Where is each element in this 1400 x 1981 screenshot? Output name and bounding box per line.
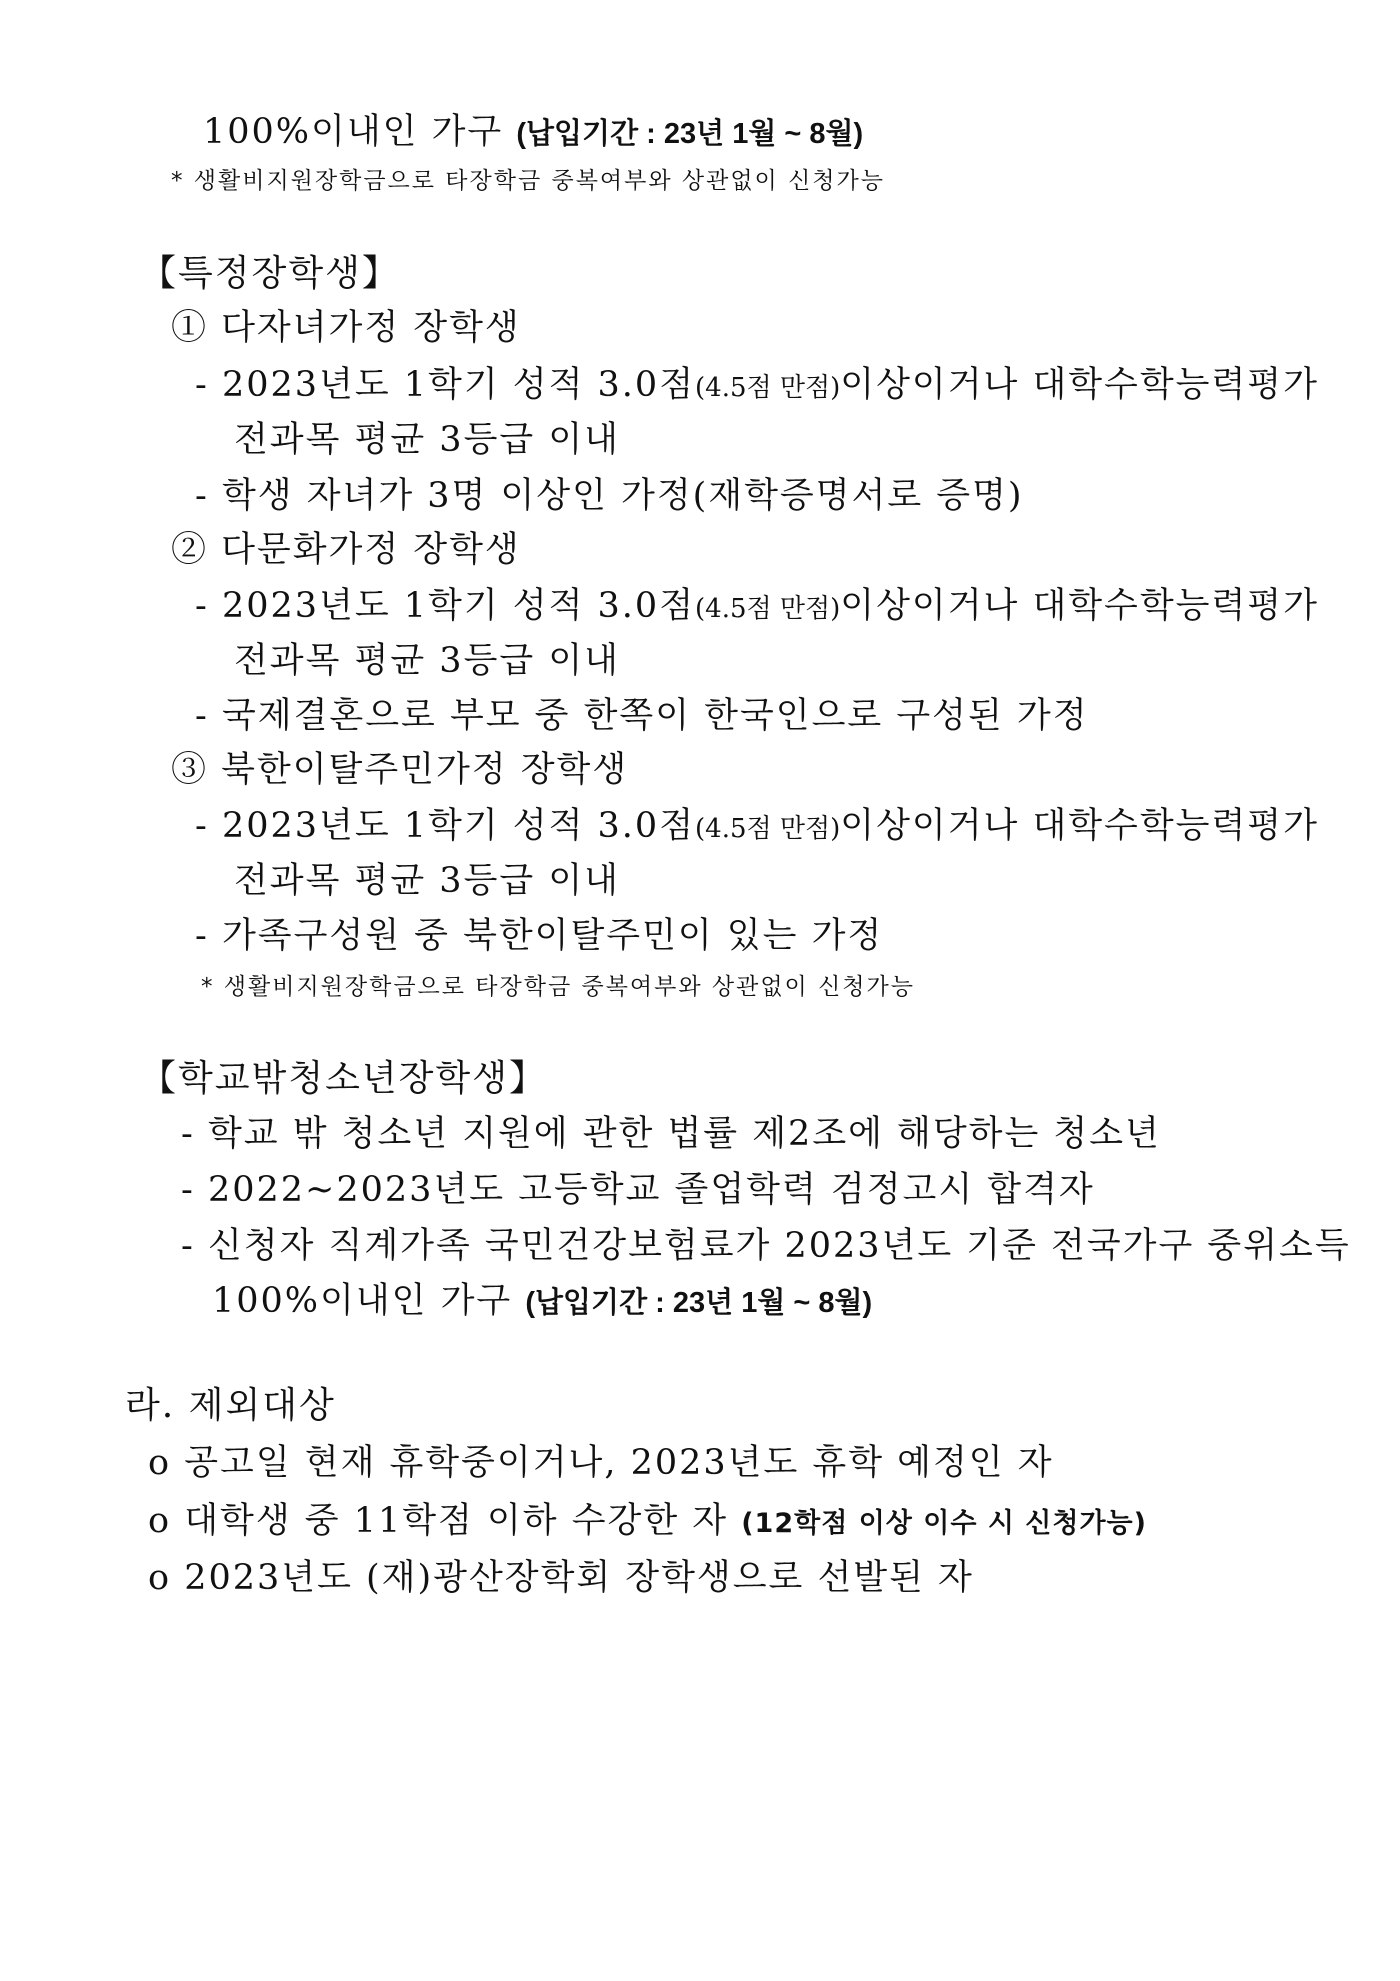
outofschool-income-cont: 100%이내인 가구 (납입기간 : 23년 1월 ~ 8월): [212, 1281, 873, 1321]
item-condition-grade-cont: 전과목 평균 3등급 이내: [234, 641, 620, 681]
outofschool-condition-income: - 신청자 직계가족 국민건강보험료가 2023년도 기준 전국가구 중위소득: [181, 1226, 1351, 1266]
item-title-multichild: ① 다자녀가정 장학생: [171, 308, 521, 348]
item-title-northkorean: ③ 북한이탈주민가정 장학생: [171, 750, 629, 790]
exclusion-item-selected: o 2023년도 (재)광산장학회 장학생으로 선발된 자: [148, 1558, 974, 1598]
item-condition-grade: - 2023년도 1학기 성적 3.0점(4.5점 만점)이상이거나 대학수학능력평가: [195, 586, 1319, 626]
exclusion-item-credits: o 대학생 중 11학점 이하 수강한 자 (12학점 이상 이수 시 신청가능): [148, 1501, 1147, 1541]
section-heading-special: 【특정장학생】: [140, 253, 400, 294]
item-condition-grade-cont: 전과목 평균 3등급 이내: [234, 420, 620, 460]
item-condition-family: - 학생 자녀가 3명 이상인 가정(재학증명서로 증명): [195, 476, 1024, 516]
income-criteria-line: [203, 104, 863, 154]
item-condition-family: - 가족구성원 중 북한이탈주민이 있는 가정: [195, 916, 884, 956]
item-condition-grade: - 2023년도 1학기 성적 3.0점(4.5점 만점)이상이거나 대학수학능력평가: [195, 365, 1319, 405]
item-title-multicultural: ② 다문화가정 장학생: [171, 530, 521, 570]
note-line: * 생활비지원장학금으로 타장학금 중복여부와 상관없이 신청가능: [201, 974, 915, 1000]
outofschool-condition-law: - 학교 밖 청소년 지원에 관한 법률 제2조에 해당하는 청소년: [181, 1114, 1161, 1154]
note-line: * 생활비지원장학금으로 타장학금 중복여부와 상관없이 신청가능: [171, 168, 885, 194]
payment-period-text: (납입기간 : 23년 1월 ~ 8월): [516, 118, 864, 150]
income-criteria-text: 100%이내인 가구: [203, 112, 517, 152]
section-heading-exclusion: 라. 제외대상: [125, 1385, 336, 1426]
item-condition-grade: - 2023년도 1학기 성적 3.0점(4.5점 만점)이상이거나 대학수학능력평가: [195, 806, 1319, 846]
item-condition-grade-cont: 전과목 평균 3등급 이내: [234, 861, 620, 901]
payment-period-text: (납입기간 : 23년 1월 ~ 8월): [525, 1287, 873, 1319]
section-heading-outofschool: 【학교밖청소년장학생】: [140, 1058, 547, 1099]
outofschool-condition-exam: - 2022~2023년도 고등학교 졸업학력 검정고시 합격자: [181, 1170, 1095, 1210]
item-condition-family: - 국제결혼으로 부모 중 한쪽이 한국인으로 구성된 가정: [195, 696, 1089, 736]
exclusion-item-leave: o 공고일 현재 휴학중이거나, 2023년도 휴학 예정인 자: [148, 1443, 1054, 1483]
